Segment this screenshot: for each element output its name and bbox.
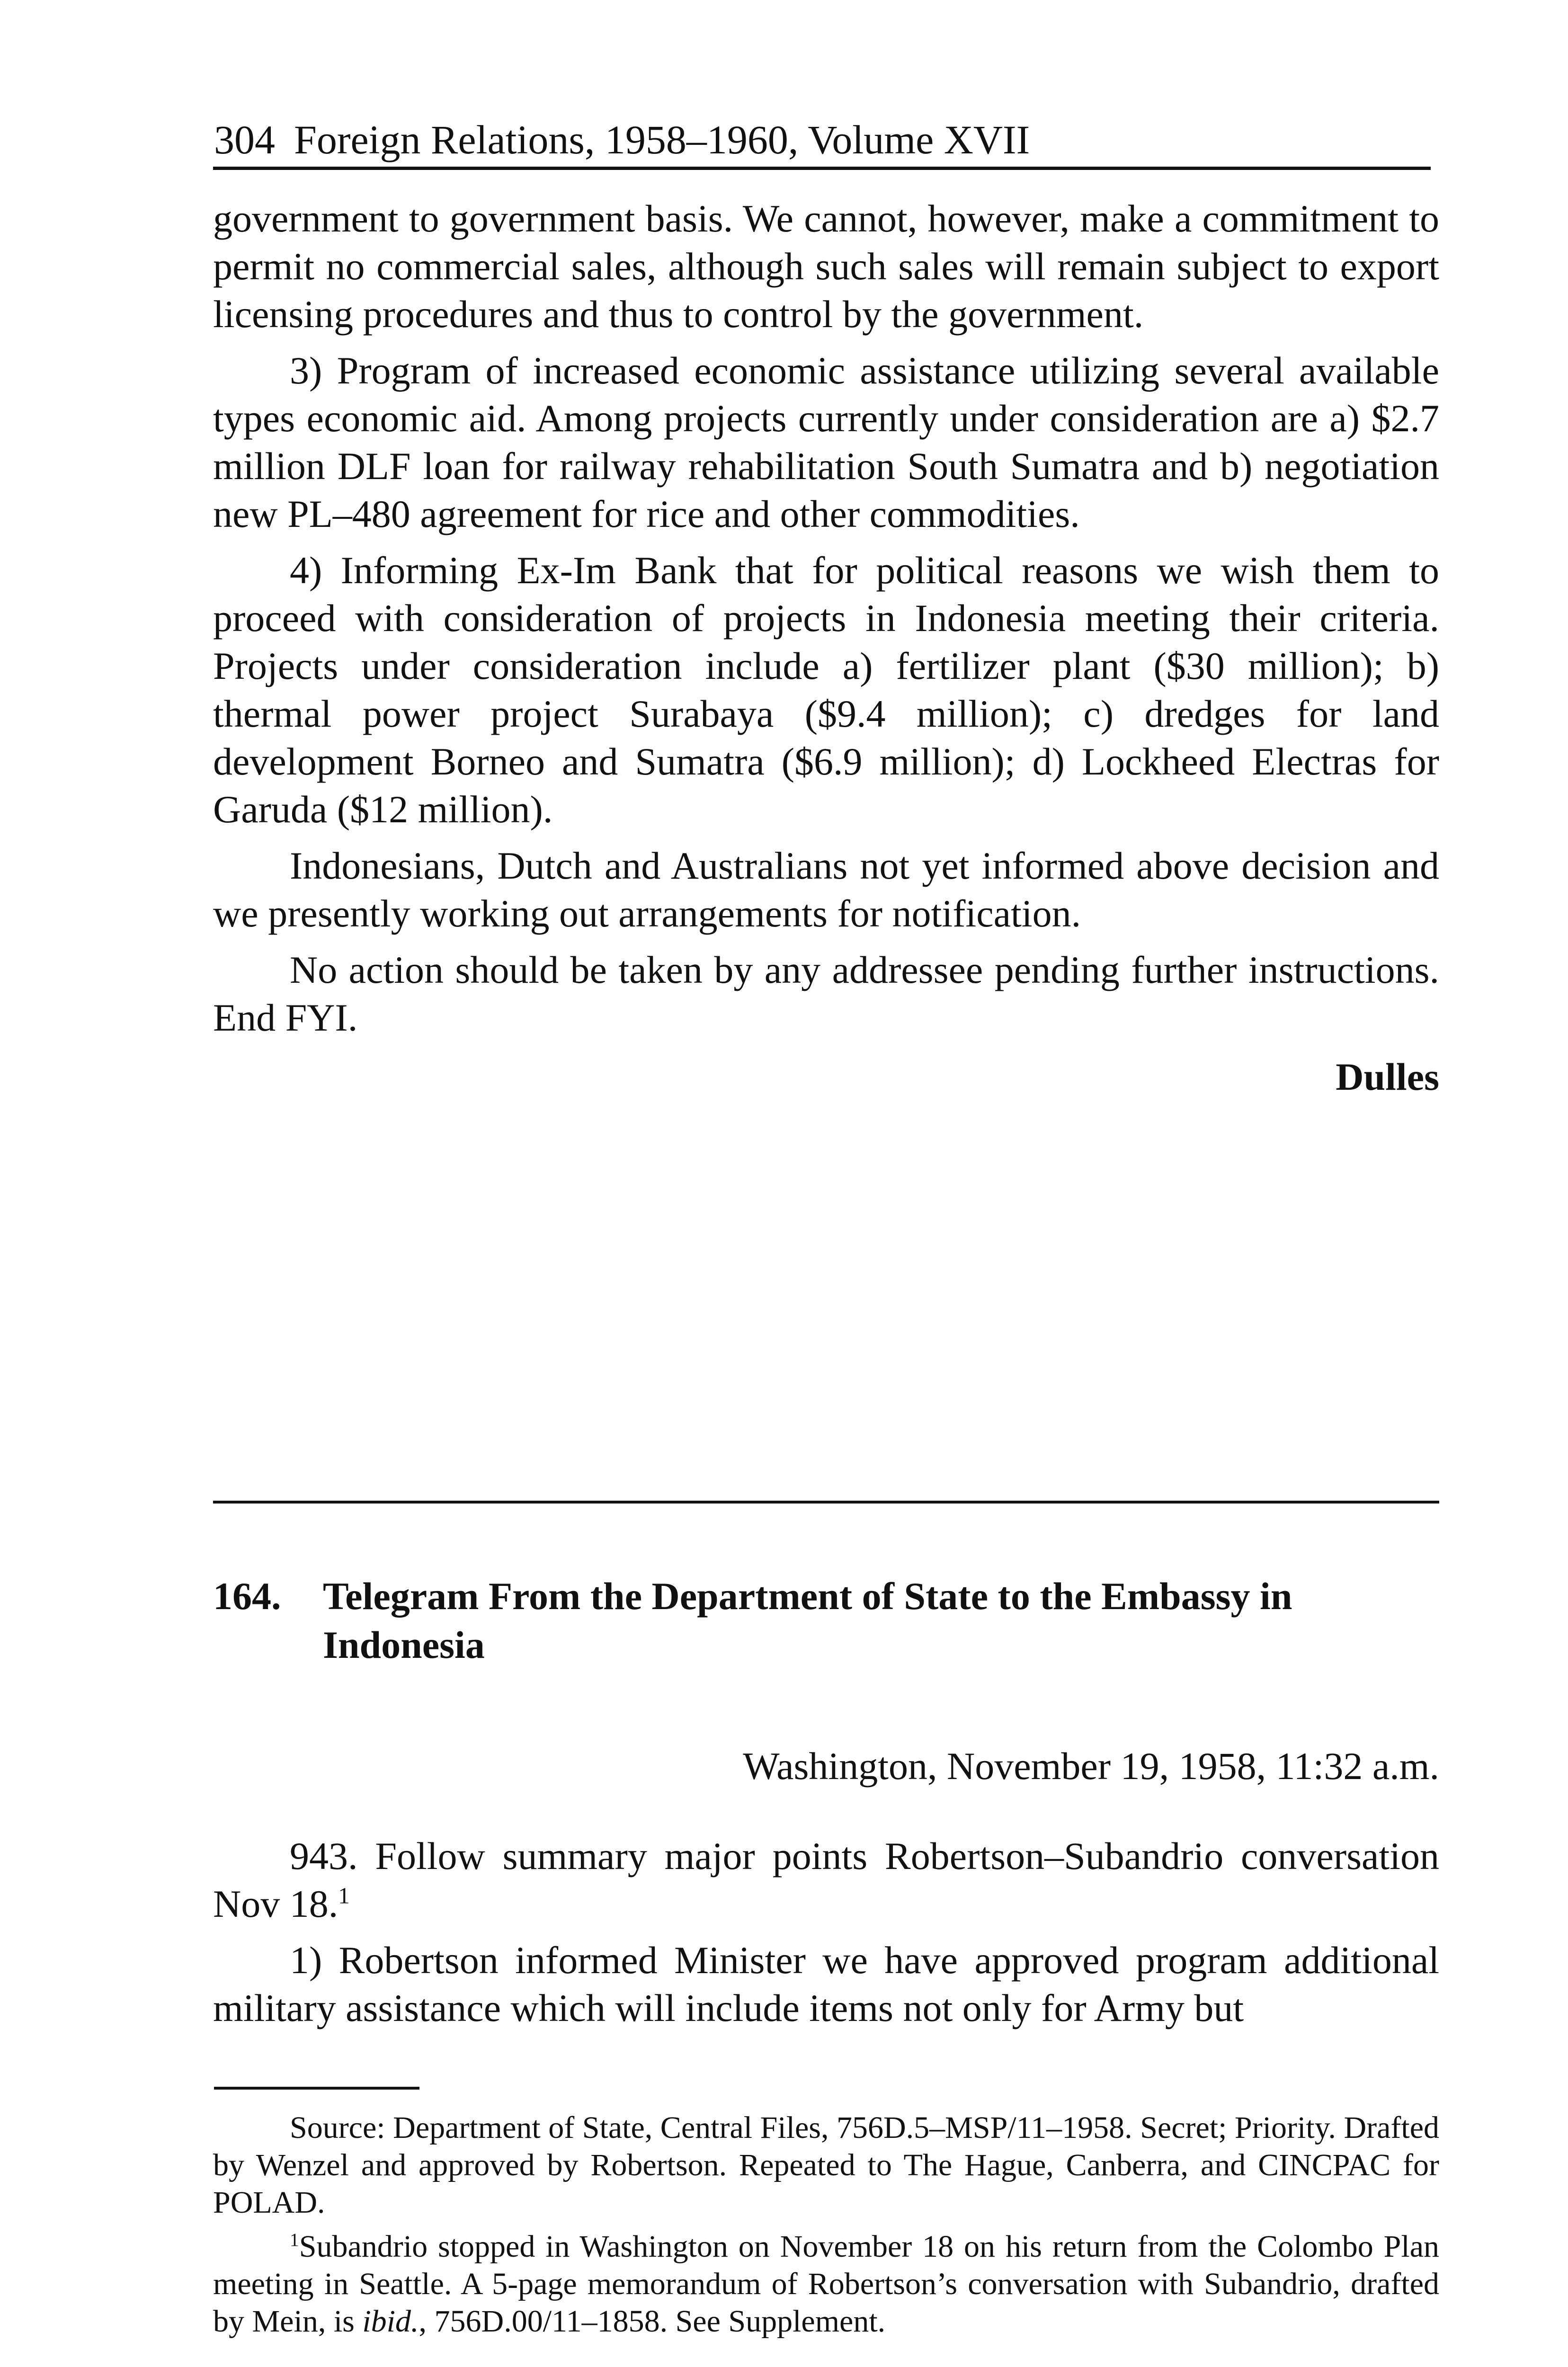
continued-paragraph-2: 3) Program of increased economic assistance utilizing several available types economic aid. Among projects currently under consideration are a) $2.7 million DLF loan for railway rehabilitation South Sumatra and b) negotiation new PL–480 agreement for rice and other commodities. [213,349,1439,535]
section-divider [213,1501,1439,1504]
footnote-1-text-b: , 756D.00/11–1858. See Supplement. [419,2304,886,2339]
document-number: 164. [213,1575,281,1618]
signature: Dulles [1336,1055,1439,1098]
footnote-1-text-a: Subandrio stopped in Washington on November 18 on his return from the Colombo Plan meeting in Seattle. A 5-page memorandum of Robertson’s conversation with Subandrio, drafted by Mein, is [213,2229,1439,2339]
document-body [213,1832,1439,2032]
footnote-rule [214,2087,419,2090]
continued-paragraph-4: Indonesians, Dutch and Australians not yet informed above decision and we presently working out arrangements for notification. [213,844,1439,935]
footnote-ref-1: 1 [338,1882,350,1909]
running-title: Foreign Relations, 1958–1960, Volume XVII [294,117,1030,162]
continued-paragraph-1: government to government basis. We cannot, however, make a commitment to permit no commercial sales, although such sales will remain subject to export licensing procedures and thus to control by the government. [213,197,1439,336]
book-page [213,114,1439,2339]
document-paragraph-1-text: 943. Follow summary major points Robertson–Subandrio conversation Nov 18. [213,1834,1439,1925]
running-head [213,114,1431,170]
dateline: Washington, November 19, 1958, 11:32 a.m. [743,1744,1439,1788]
document-heading [213,1572,1439,1669]
continued-paragraph-5: No action should be taken by any addressee pending further instructions. End FYI. [213,948,1439,1039]
continued-paragraph-3: 4) Informing Ex-Im Bank that for political reasons we wish them to proceed with consideration of projects in Indonesia meeting their criteria. Projects under consideration include a) fertilizer plant ($30 million); b) thermal power project Surabaya ($9.4 million); c) dredges for land development Borneo and Sumatra ($6.9 million); d) Lockheed Electras for Garuda ($12 million). [213,549,1439,831]
document-paragraph-2: 1) Robertson informed Minister we have approved program additional military assistance which will include items not only for Army but [213,1939,1439,2029]
footnotes [213,2109,1439,2347]
document-paragraph-1 [213,1832,1439,1928]
page-number: 304 [214,117,275,162]
footnote-1 [213,2228,1439,2340]
footnote-1-marker: 1 [290,2229,299,2250]
document-title: Telegram From the Department of State to the Embassy in Indonesia [323,1575,1292,1666]
footnote-1-ibid: ibid. [362,2304,419,2339]
source-note: Source: Department of State, Central Files, 756D.5–MSP/11–1958. Secret; Priority. Drafted by Wenzel and approved by Robertson. Repeated to The Hague, Canberra, and CINCPAC for POLAD. [213,2110,1439,2220]
